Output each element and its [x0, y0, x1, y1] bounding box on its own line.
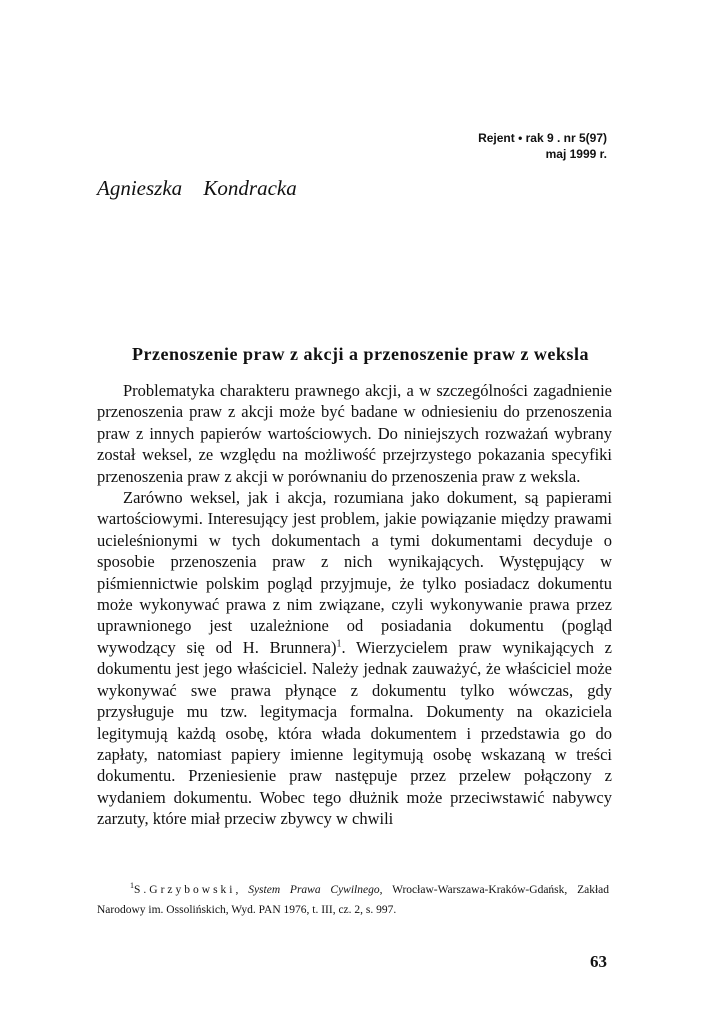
author-name: Agnieszka Kondracka	[97, 176, 297, 200]
paragraph	[97, 487, 612, 830]
paragraph: Problematyka charakteru prawnego akcji, a w szczególności zagadnienie przenoszenia praw z akcji może być badane w odniesieniu do przenoszenia praw z innych papierów wartościowych. Do niniejszych rozważań wybrany został weksel, ze względu na możliwość przejrzystego pokazania specyfiki przenoszenia praw z akcji w porównaniu do przenoszenia praw z weksla.	[97, 381, 612, 486]
article-title: Przenoszenie praw z akcji a przenoszenie praw z weksla	[132, 344, 589, 364]
page-number: 63	[590, 952, 607, 971]
footnote	[97, 880, 609, 920]
paragraph-text: Zarówno weksel, jak i akcja, rozumiana jako dokument, są papierami wartościowymi. Interesujący jest problem, jakie powiązanie między prawami ucieleśnionymi w tych dokumentach a tymi dokumentami decyduje o sposobie przenoszenia praw z nich wynikających. Występujący w piśmiennictwie polskim pogląd przyjmuje, że tylko posiadacz dokumentu może wykonywać prawa z nim związane, czyli wykonywanie prawa przez uprawnionego jest uzależnione od posiadania dokumentu (pogląd wywodzący się od H. Brunnera)	[97, 488, 612, 657]
footnote-number: 1	[130, 881, 134, 891]
footnote-author: S.Grzybowski	[134, 884, 236, 896]
footnote-work-title: System Prawa Cywilnego	[248, 884, 380, 896]
journal-header	[478, 130, 607, 162]
article-body	[97, 380, 612, 830]
paragraph-text: . Wierzycielem praw wynikających z dokumentu jest jego właściciel. Należy jednak zauważyć, że właściciel może wykonywać swe prawa płynące z dokumentu tylko wówczas, gdy przysługuje mu tzw. legitymacja formalna. Dokumenty na okaziciela legitymują każdą osobę, która włada dokumentem i przedstawia go do zapłaty, natomiast papiery imienne legitymują osobę wskazaną w treści dokumentu. Przeniesienie praw następuje przez przelew połączony z wydaniem dokumentu. Wobec tego dłużnik może przeciwstawić nabywcy zarzuty, które miał przeciw zbywcy w chwili	[97, 637, 612, 829]
footnote-reference: 1	[336, 638, 342, 650]
journal-issue: Rejent • rak 9 . nr 5(97)	[478, 131, 607, 145]
footnote-text: , Wrocław-Warszawa-Kraków-Gdańsk, Zakład Narodowy im. Ossolińskich, Wyd. PAN 1976, t. III, cz. 2, s. 997.	[97, 884, 610, 916]
journal-date: maj 1999 r.	[545, 147, 607, 161]
footnote-separator: ,	[235, 884, 249, 896]
